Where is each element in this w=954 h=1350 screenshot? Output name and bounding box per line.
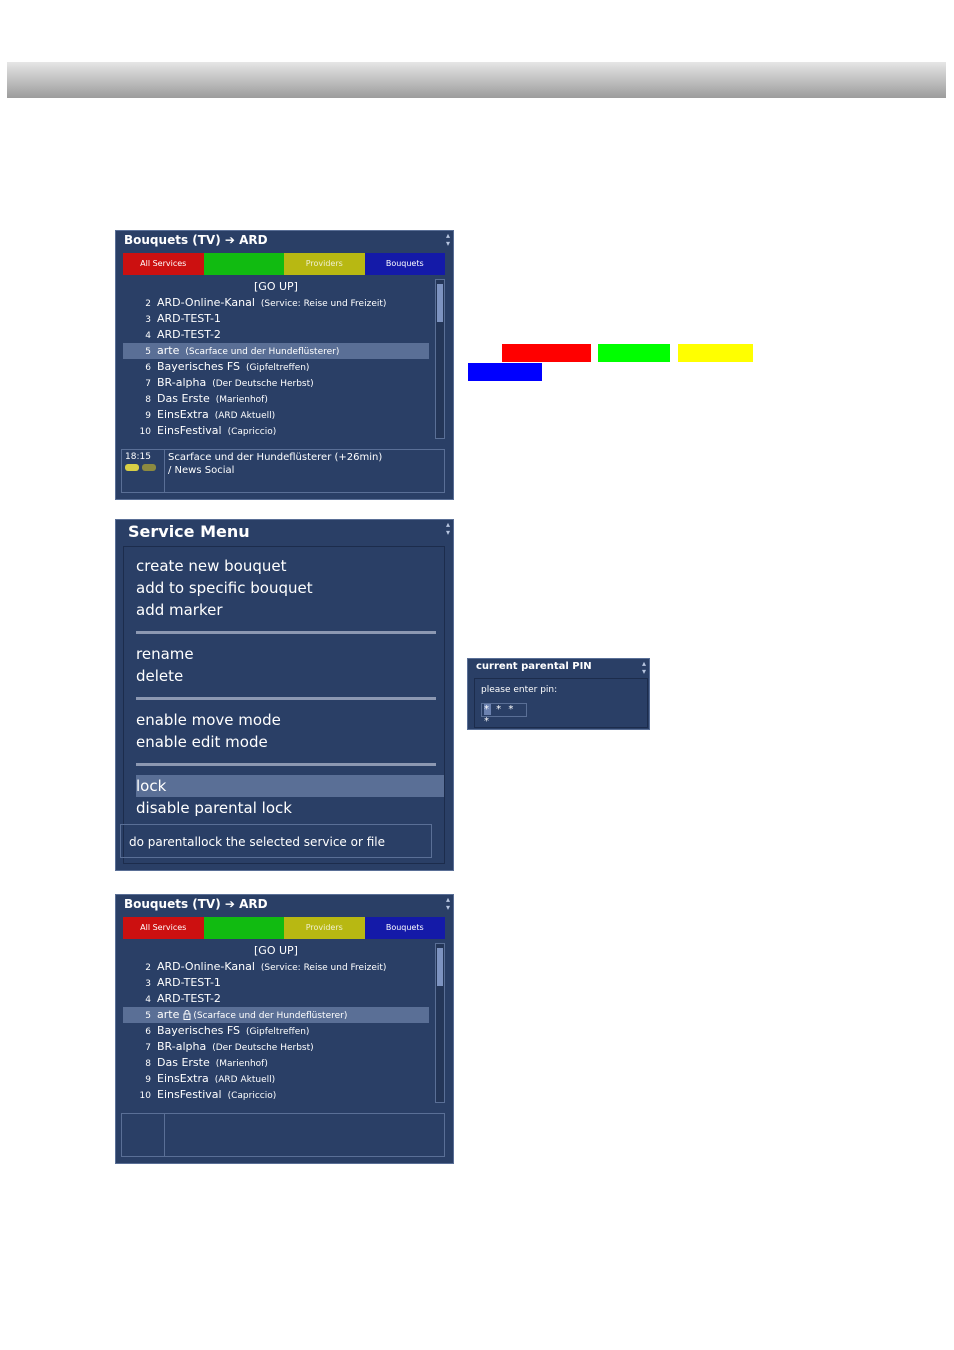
service-menu-box — [123, 546, 445, 864]
corner-decoration-icon: ▴ ▾ — [445, 520, 450, 537]
list-item[interactable] — [123, 991, 429, 1007]
corner-decoration-icon: ▴ ▾ — [641, 659, 646, 676]
channel-number: 6 — [145, 363, 151, 373]
channel-name: EinsFestival — [157, 424, 222, 437]
blue-button[interactable]: Bouquets — [365, 253, 446, 275]
channel-number: 7 — [145, 379, 151, 389]
channel-name: EinsExtra — [157, 1072, 209, 1085]
program-name: (ARD Aktuell) — [214, 1075, 276, 1085]
pin-prompt: please enter pin: — [481, 685, 558, 695]
epg-time: 18:15 — [125, 452, 151, 462]
channel-number: 6 — [145, 1027, 151, 1037]
blue-button[interactable]: Bouquets — [365, 917, 446, 939]
list-item[interactable] — [123, 1055, 429, 1071]
go-up-item[interactable]: [GO UP] — [254, 280, 298, 293]
list-item[interactable] — [123, 375, 429, 391]
corner-decoration-icon: ▴ ▾ — [445, 895, 450, 912]
channel-name: ARD-TEST-1 — [157, 976, 221, 989]
epg-next-title: / News Social — [168, 465, 235, 476]
menu-selection-highlight — [136, 775, 444, 797]
list-item[interactable] — [123, 1071, 429, 1087]
menu-item-create-new-bouquet[interactable]: create new bouquet — [136, 557, 287, 575]
section-header-bar — [7, 62, 946, 98]
scrollbar-thumb[interactable] — [437, 948, 443, 986]
lock-icon — [183, 1010, 191, 1020]
red-button[interactable]: All Services — [123, 917, 204, 939]
list-item[interactable] — [123, 327, 429, 343]
list-item[interactable] — [123, 1023, 429, 1039]
channel-number: 5 — [145, 1011, 151, 1021]
program-name: (Marienhof) — [215, 1059, 268, 1069]
pin-cursor: * — [484, 704, 491, 715]
list-item[interactable] — [123, 311, 429, 327]
menu-item-enable-edit-mode[interactable]: enable edit mode — [136, 733, 268, 751]
program-name: (Scarface und der Hundeflüsterer) — [193, 1011, 348, 1021]
menu-item-enable-move-mode[interactable]: enable move mode — [136, 711, 281, 729]
program-name: (Capriccio) — [227, 427, 277, 437]
channel-number: 3 — [145, 979, 151, 989]
channel-list-panel — [115, 230, 454, 500]
channel-name: Bayerisches FS — [157, 360, 241, 373]
channel-name: ARD-TEST-2 — [157, 328, 221, 341]
channel-number: 10 — [139, 1091, 151, 1101]
list-item[interactable] — [123, 407, 429, 423]
channel-name: ARD-Online-Kanal — [157, 296, 255, 309]
menu-item-add-to-specific-bouquet[interactable]: add to specific bouquet — [136, 579, 313, 597]
selected-list-item[interactable] — [123, 1007, 429, 1023]
epg-divider — [164, 1114, 165, 1156]
list-scrollbar[interactable] — [435, 279, 445, 439]
channel-number: 5 — [145, 347, 151, 357]
channel-number: 9 — [145, 1075, 151, 1085]
channel-name: arte — [157, 344, 180, 357]
channel-list — [123, 943, 429, 1103]
list-item[interactable] — [123, 391, 429, 407]
pin-mask: * * * — [484, 704, 516, 727]
list-item[interactable] — [123, 423, 429, 439]
epg-status-icon — [125, 464, 139, 471]
channel-name: ARD-TEST-2 — [157, 992, 221, 1005]
red-swatch — [502, 344, 591, 362]
epg-status-icons — [125, 464, 156, 471]
red-button[interactable]: All Services — [123, 253, 204, 275]
program-name: (Gipfeltreffen) — [246, 1027, 310, 1037]
list-scrollbar[interactable] — [435, 943, 445, 1103]
channel-name: arte — [157, 1008, 180, 1021]
parental-pin-dialog — [467, 658, 650, 730]
list-item[interactable] — [123, 359, 429, 375]
epg-status-icon — [142, 464, 156, 471]
corner-decoration-icon: ▴ ▾ — [445, 231, 450, 248]
program-name: (Marienhof) — [215, 395, 268, 405]
channel-list — [123, 279, 429, 439]
channel-name: Bayerisches FS — [157, 1024, 241, 1037]
channel-number: 4 — [145, 995, 151, 1005]
list-item[interactable] — [123, 1087, 429, 1103]
program-name: (Service: Reise und Freizeit) — [260, 299, 387, 309]
program-name: (ARD Aktuell) — [214, 411, 276, 421]
epg-info-box — [121, 449, 445, 493]
program-name: (Der Deutsche Herbst) — [212, 379, 314, 389]
channel-list-title: Bouquets (TV) ➔ ARD — [124, 233, 268, 247]
program-name: (Service: Reise und Freizeit) — [260, 963, 387, 973]
channel-number: 7 — [145, 1043, 151, 1053]
channel-name: EinsFestival — [157, 1088, 222, 1101]
go-up-item[interactable]: [GO UP] — [254, 944, 298, 957]
program-name: (Gipfeltreffen) — [246, 363, 310, 373]
menu-item-add-marker[interactable]: add marker — [136, 601, 223, 619]
color-button-bar — [123, 917, 445, 939]
channel-number: 8 — [145, 395, 151, 405]
epg-divider — [164, 450, 165, 492]
channel-number: 8 — [145, 1059, 151, 1069]
menu-item-rename[interactable]: rename — [136, 645, 194, 663]
list-item[interactable] — [123, 295, 429, 311]
pin-dialog-body — [474, 678, 648, 728]
service-menu-title: Service Menu — [128, 522, 250, 541]
yellow-swatch — [678, 344, 753, 362]
service-menu-status: do parentallock the selected service or file — [120, 824, 432, 858]
channel-name: Das Erste — [157, 392, 210, 405]
yellow-button[interactable]: Providers — [284, 253, 365, 275]
menu-separator — [136, 763, 436, 766]
program-name: (Scarface und der Hundeflüsterer) — [185, 347, 340, 357]
program-name: (Der Deutsche Herbst) — [212, 1043, 314, 1053]
program-name: (Capriccio) — [227, 1091, 277, 1101]
channel-name: BR-alpha — [157, 1040, 207, 1053]
channel-name: EinsExtra — [157, 408, 209, 421]
epg-now-title: Scarface und der Hundeflüsterer (+26min) — [168, 452, 383, 463]
blue-swatch — [468, 363, 542, 381]
channel-number: 4 — [145, 331, 151, 341]
list-item[interactable] — [123, 975, 429, 991]
green-swatch — [598, 344, 670, 362]
menu-separator — [136, 631, 436, 634]
scrollbar-thumb[interactable] — [437, 284, 443, 322]
menu-item-disable-parental-lock[interactable]: disable parental lock — [136, 799, 292, 817]
service-menu-panel — [115, 519, 454, 871]
green-button[interactable] — [204, 253, 285, 275]
channel-name: ARD-TEST-1 — [157, 312, 221, 325]
list-item[interactable] — [123, 959, 429, 975]
menu-item-delete[interactable]: delete — [136, 667, 184, 685]
pin-input[interactable] — [481, 703, 527, 727]
selected-list-item[interactable] — [123, 343, 429, 359]
pin-dialog-title: current parental PIN — [476, 661, 592, 672]
channel-name: Das Erste — [157, 1056, 210, 1069]
menu-separator — [136, 697, 436, 700]
channel-number: 2 — [145, 963, 151, 973]
channel-number: 3 — [145, 315, 151, 325]
channel-list-title: Bouquets (TV) ➔ ARD — [124, 897, 268, 911]
channel-number: 2 — [145, 299, 151, 309]
menu-item-lock[interactable]: lock — [136, 777, 167, 795]
channel-name: BR-alpha — [157, 376, 207, 389]
yellow-button[interactable]: Providers — [284, 917, 365, 939]
locked-channel-list-panel — [115, 894, 454, 1164]
channel-number: 10 — [139, 427, 151, 437]
epg-info-box — [121, 1113, 445, 1157]
list-item[interactable] — [123, 1039, 429, 1055]
green-button[interactable] — [204, 917, 285, 939]
channel-name: ARD-Online-Kanal — [157, 960, 255, 973]
color-button-bar — [123, 253, 445, 275]
channel-number: 9 — [145, 411, 151, 421]
